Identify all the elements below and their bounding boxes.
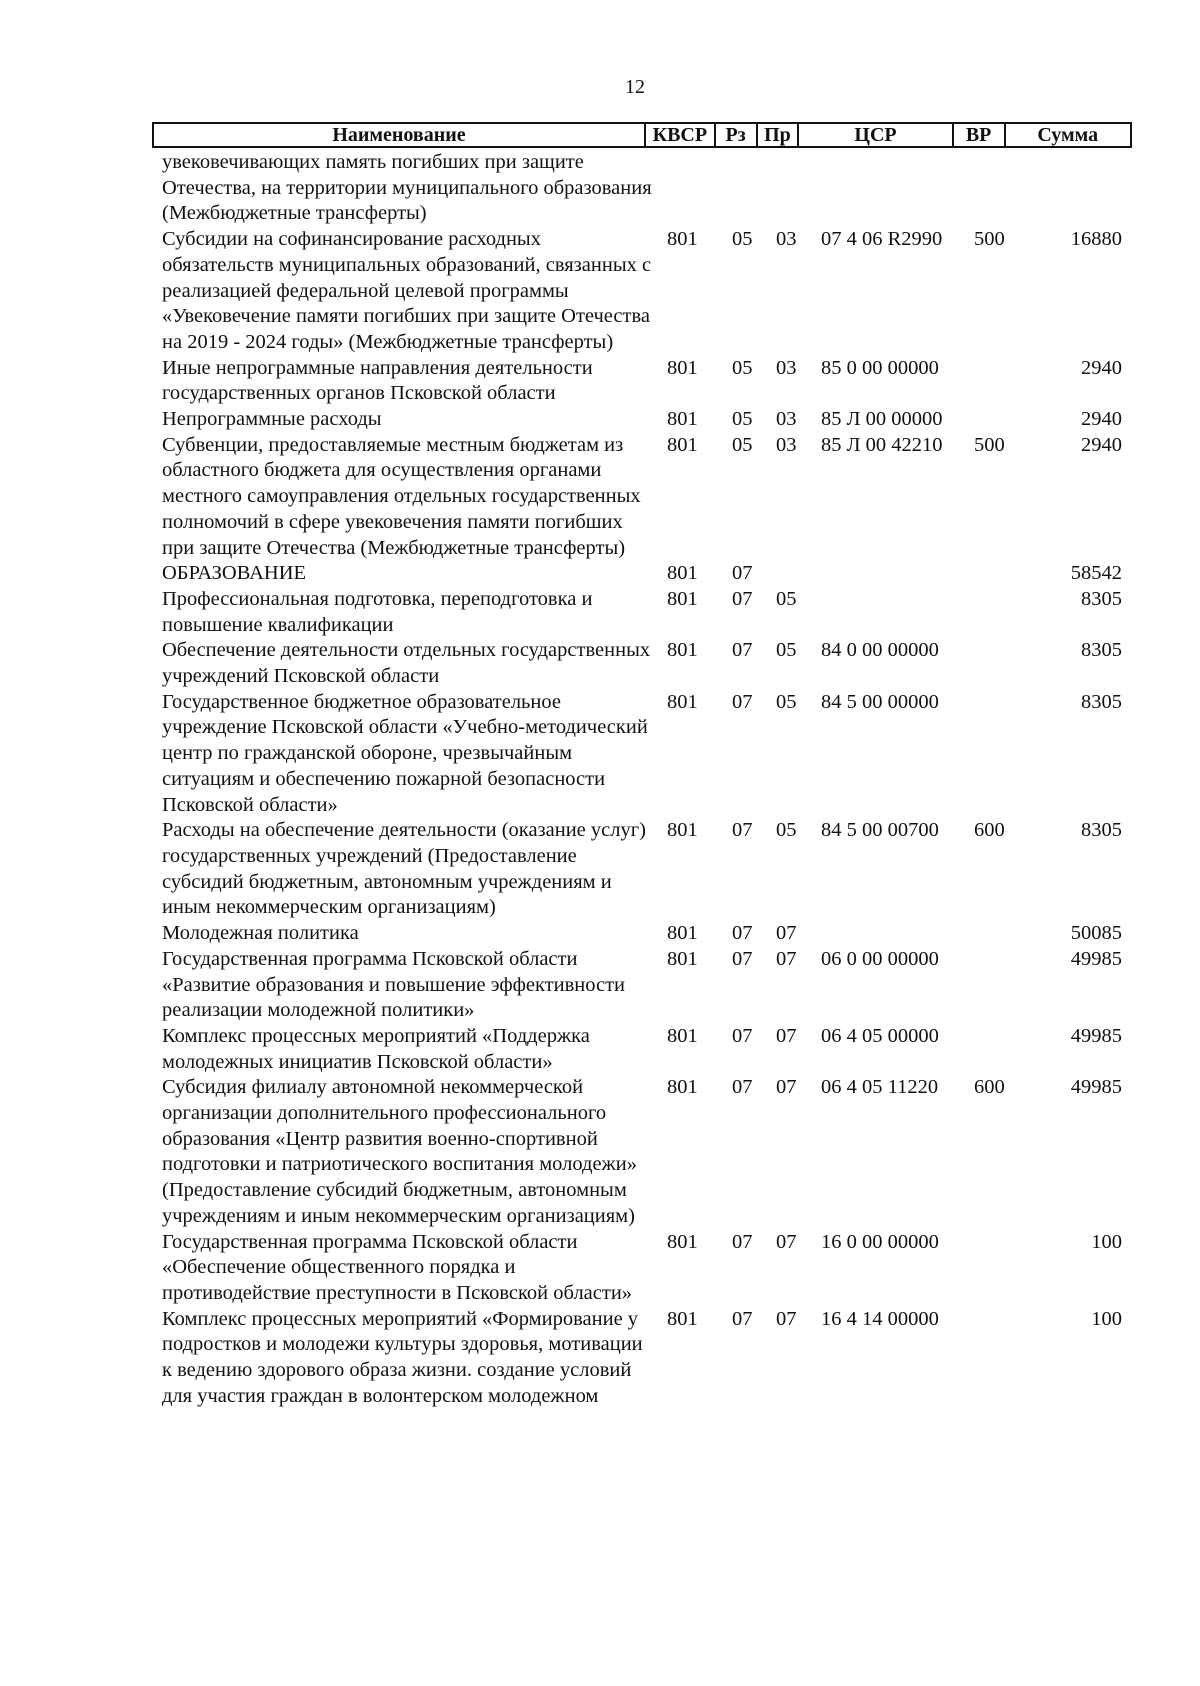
row-csr: 84 5 00 00700	[821, 819, 939, 842]
row-csr: 06 0 00 00000	[821, 947, 939, 970]
table-row	[162, 356, 1132, 407]
row-kvsr: 801	[667, 819, 698, 842]
table-row	[162, 227, 1132, 356]
row-name: Субсидии на софинансирование расходных обязательств муниципальных образований, связанных с реализацией федеральной целевой программы «Увековечение памяти погибших при защите Отечества на 2019 - 2024 годы» (Межбюджетные трансферты)	[162, 228, 652, 353]
table-row	[162, 818, 1132, 921]
row-vr: 600	[974, 1076, 1005, 1099]
row-sum: 49985	[1070, 1076, 1122, 1099]
row-rz: 07	[732, 1307, 753, 1330]
row-csr: 85 Л 00 00000	[821, 408, 943, 431]
row-name: Комплекс процессных мероприятий «Формирование у подростков и молодежи культуры здоровья, мотивации к ведению здорового образа жизни. создание условий для участия граждан в волонтерском молодежном	[162, 1307, 643, 1407]
row-kvsr: 801	[667, 690, 698, 713]
row-sum: 49985	[1070, 1024, 1122, 1047]
row-rz: 07	[732, 947, 753, 970]
row-sum: 16880	[1070, 228, 1122, 251]
row-rz: 07	[732, 587, 753, 610]
row-pr: 05	[776, 639, 797, 662]
row-pr: 03	[776, 433, 797, 456]
row-vr: 500	[974, 433, 1005, 456]
row-rz: 07	[732, 922, 753, 945]
row-rz: 07	[732, 1076, 753, 1099]
row-pr: 07	[776, 1307, 797, 1330]
row-kvsr: 801	[667, 1230, 698, 1253]
table-row	[162, 433, 1132, 562]
row-kvsr: 801	[667, 356, 698, 379]
table-row	[162, 561, 1132, 587]
table-row	[162, 947, 1132, 1024]
row-rz: 07	[732, 1024, 753, 1047]
row-csr: 84 0 00 00000	[821, 639, 939, 662]
row-name: Молодежная политика	[162, 922, 359, 945]
row-sum: 100	[1091, 1230, 1122, 1253]
row-sum: 50085	[1070, 922, 1122, 945]
table-row	[162, 1230, 1132, 1307]
row-sum: 8305	[1081, 587, 1122, 610]
row-kvsr: 801	[667, 639, 698, 662]
row-pr: 05	[776, 690, 797, 713]
header-kvsr: КВСР	[646, 124, 716, 146]
row-sum: 2940	[1081, 356, 1122, 379]
row-rz: 07	[732, 562, 753, 585]
row-kvsr: 801	[667, 562, 698, 585]
header-sum: Сумма	[1037, 124, 1099, 146]
header-rz: Рз	[716, 124, 758, 146]
row-pr: 07	[776, 922, 797, 945]
table-row	[162, 407, 1132, 433]
row-kvsr: 801	[667, 433, 698, 456]
row-rz: 07	[732, 690, 753, 713]
row-pr: 03	[776, 356, 797, 379]
row-name: Субвенции, предоставляемые местным бюджетам из областного бюджета для осуществления органами местного самоуправления отдельных государственных полномочий в сфере увековечения памяти погибших при защите Отечества (Межбюджетные трансферты)	[162, 433, 641, 559]
row-csr: 06 4 05 11220	[821, 1076, 939, 1099]
row-kvsr: 801	[667, 1024, 698, 1047]
row-sum: 49985	[1070, 947, 1122, 970]
row-vr: 500	[974, 228, 1005, 251]
row-csr: 84 5 00 00000	[821, 690, 939, 713]
row-pr: 05	[776, 819, 797, 842]
row-csr: 85 0 00 00000	[821, 356, 939, 379]
row-name: Иные непрограммные направления деятельности государственных органов Псковской области	[162, 356, 593, 405]
row-rz: 07	[732, 1230, 753, 1253]
row-rz: 05	[732, 408, 753, 431]
header-csr: ЦСР	[799, 124, 953, 146]
table-row	[162, 921, 1132, 947]
table-row	[162, 150, 1132, 227]
row-rz: 05	[732, 228, 753, 251]
row-name: Государственная программа Псковской области «Обеспечение общественного порядка и противодействие преступности в Псковской области»	[162, 1230, 633, 1304]
table-row	[162, 638, 1132, 689]
row-csr: 85 Л 00 42210	[821, 433, 943, 456]
row-sum: 100	[1091, 1307, 1122, 1330]
row-sum: 2940	[1081, 433, 1122, 456]
row-pr: 07	[776, 1024, 797, 1047]
row-sum: 8305	[1081, 690, 1122, 713]
row-kvsr: 801	[667, 587, 698, 610]
row-sum: 8305	[1081, 819, 1122, 842]
header-name: Наименование	[154, 124, 646, 146]
row-kvsr: 801	[667, 1307, 698, 1330]
table-row	[162, 1307, 1132, 1410]
row-name: Обеспечение деятельности отдельных государственных учреждений Псковской области	[162, 639, 651, 688]
row-vr: 600	[974, 819, 1005, 842]
row-rz: 07	[732, 639, 753, 662]
table-row	[162, 587, 1132, 638]
row-name: ОБРАЗОВАНИЕ	[162, 562, 307, 585]
row-kvsr: 801	[667, 947, 698, 970]
row-pr: 07	[776, 1230, 797, 1253]
row-kvsr: 801	[667, 1076, 698, 1099]
row-name: Расходы на обеспечение деятельности (оказание услуг) государственных учреждений (Предоставление субсидий бюджетным, автономным учреждениям и иным некоммерческим организациям)	[162, 819, 646, 919]
row-sum: 8305	[1081, 639, 1122, 662]
row-kvsr: 801	[667, 228, 698, 251]
table-row	[162, 690, 1132, 819]
row-name: Непрограммные расходы	[162, 408, 382, 431]
row-name: Государственное бюджетное образовательное учреждение Псковской области «Учебно-методический центр по гражданской обороне, чрезвычайным ситуациям и обеспечению пожарной безопасности Псковской области»	[162, 690, 648, 816]
row-pr: 05	[776, 587, 797, 610]
row-rz: 07	[732, 819, 753, 842]
row-pr: 03	[776, 228, 797, 251]
row-rz: 05	[732, 433, 753, 456]
row-pr: 03	[776, 408, 797, 431]
row-csr: 16 4 14 00000	[821, 1307, 939, 1330]
row-name: Профессиональная подготовка, переподготовка и повышение квалификации	[162, 587, 593, 636]
row-name: Комплекс процессных мероприятий «Поддержка молодежных инициатив Псковской области»	[162, 1024, 590, 1073]
row-rz: 05	[732, 356, 753, 379]
row-csr: 06 4 05 00000	[821, 1024, 939, 1047]
table-body	[162, 150, 1132, 1409]
row-kvsr: 801	[667, 408, 698, 431]
row-csr: 16 0 00 00000	[821, 1230, 939, 1253]
page-number: 12	[625, 76, 645, 98]
table-header	[152, 122, 1132, 148]
table-row	[162, 1024, 1132, 1075]
row-name: Государственная программа Псковской области «Развитие образования и повышение эффективности реализации молодежной политики»	[162, 947, 626, 1022]
row-csr: 07 4 06 R2990	[821, 228, 943, 251]
table-row	[162, 1075, 1132, 1229]
row-name: Субсидия филиалу автономной некоммерческой организации дополнительного профессионального образования «Центр развития военно-спортивной подготовки и патриотического воспитания молодежи» (Предоставление субсидий бюджетным, автономным учреждениям и иным некоммерческим организациям)	[162, 1076, 637, 1227]
row-pr: 07	[776, 947, 797, 970]
header-pr: Пр	[758, 124, 800, 146]
header-vr: ВР	[954, 124, 1006, 146]
row-sum: 2940	[1081, 408, 1122, 431]
row-kvsr: 801	[667, 922, 698, 945]
row-pr: 07	[776, 1076, 797, 1099]
row-name: увековечивающих память погибших при защите Отечества, на территории муниципального образования (Межбюджетные трансферты)	[162, 151, 652, 225]
row-sum: 58542	[1070, 562, 1122, 585]
